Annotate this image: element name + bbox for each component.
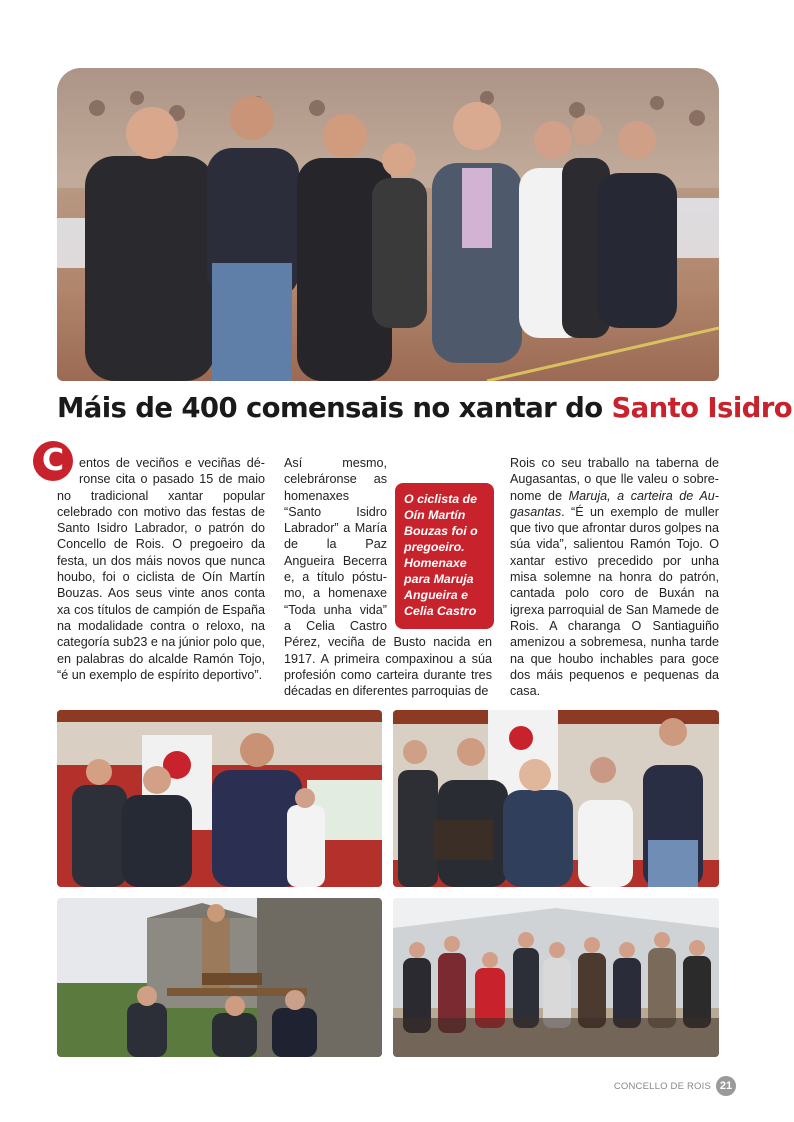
- dropcap-letter: C: [33, 441, 73, 481]
- publication-name: CONCELLO DE ROIS: [613, 1080, 711, 1092]
- column-2-text: Así mesmo, celebráronse as homenaxes “Santo Isidro Labrador” a María de la Paz Angueira Becerra e, a título póstumo, a homenaxe “Toda unha vida” a Celia Castro Pérez, veciña de Busto nacida en 1917. A primeira compaxinou a súa profesión como carteira durante tres décadas en diferentes parroquias de: [284, 456, 492, 699]
- article-column-1: [41, 443, 265, 683]
- photo-charanga-dancing: [393, 898, 719, 1057]
- column-3-text-a: Rois co seu traballo na taberna de Augasantas, o que lle valeu o sobrenome de: [510, 456, 719, 503]
- page-number: 21: [716, 1076, 736, 1096]
- article-column-2: [284, 455, 492, 699]
- column-1-text: entos de veciños e veciñas déronse cita o pasado 15 de maio no tradicional xantar popular celebrado con motivo das festas de Santo Isidro Labrador, o patrón do Concello de Rois. O pregoeiro da festa, un dos máis novos que nunca houbo, foi o ciclista de Oín Martín Bouzas. Aos seus vinte anos conta xa cos títulos de campión de España na modalidade contra o reloxo, na categoría sub23 e na júnior polo que, en palabras do alcalde Ramón Tojo, “é un exemplo de espírito deportivo”.: [57, 456, 265, 682]
- article-title-main: Máis de 400 comensais no xantar do: [57, 392, 612, 424]
- column-3-text-b: . “É un exemplo de muller que tivo que afrontar duros golpes na súa vida”, salientou Ramón Tojo. O xantar estivo precedido por unha misa solemne na honra do patrón, cantada polo coro de Buxán na igrexa parroquial de San Mamede de Rois. A charanga O Santiaguiño amenizou a sobremesa, nunha tarde na que houbo inchables para goce dos máis pequenos e pequenas da casa.: [510, 504, 719, 699]
- hero-photo-group-at-banquet: [57, 68, 719, 381]
- photo-speaker-at-microphone: [57, 710, 382, 887]
- page-footer: [614, 1076, 736, 1096]
- article-title: [57, 392, 792, 424]
- column-3-italic: Maruja, a carteira de Augasantas: [510, 488, 719, 519]
- photo-procession-saint-statue: [57, 898, 382, 1057]
- article-title-accent: Santo Isidro: [611, 392, 792, 424]
- photo-honoree-at-microphone: [393, 710, 719, 887]
- article-column-3: [510, 455, 719, 699]
- pull-quote: O ciclista de Oín Martín Bouzas foi o pregoeiro. Homenaxe para Maruja Angueira e Celia Castro: [395, 483, 494, 629]
